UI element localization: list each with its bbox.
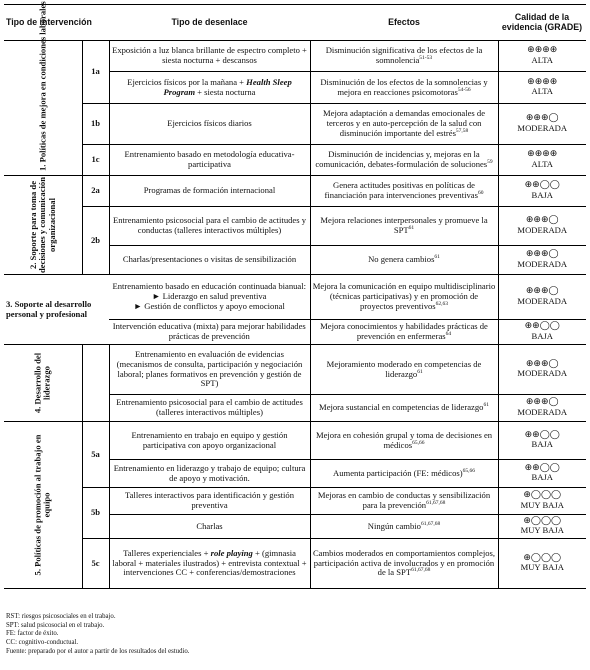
grade-level: MUY BAJA [520,525,564,536]
effect-text: Aumenta participación (FE: médicos) [333,467,463,478]
quality-cell [498,345,586,395]
reference-number: 61 [434,254,440,261]
grade-level: MUY BAJA [520,499,564,510]
grade-level: MODERADA [517,368,568,379]
effect-cell [310,176,498,207]
quality-cell [498,539,586,589]
table-row [4,207,586,246]
quality-cell [498,41,586,72]
effect-cell [310,275,498,320]
evidence-table [4,1,586,589]
outcome-cell: Entrenamiento psicosocial para el cambio de actitudes y conductas (talleres interactivos múltiples) [109,207,310,246]
grade-symbols: ⊕⊕⊕◯ [525,358,559,369]
grade-level: MUY BAJA [520,562,564,573]
reference-number: 54-56 [457,86,471,93]
grade-level: MODERADA [517,224,568,235]
outcome-text: + siesta nocturna [195,86,256,97]
grade-symbols: ⊕⊕⊕⊕ [527,149,558,160]
grade-symbols: ⊕⊕⊕◯ [525,249,559,260]
code-5b: 5b [82,488,109,539]
section-2-label: 2. Soporte para toma de decisiones y comunicación organizacional [27,177,57,273]
outcome-bullet: ► Gestión de conflictos y apoyo emocional [133,300,285,311]
effect-cell [310,422,498,460]
grade-level: MODERADA [517,258,568,269]
outcome-cell [109,275,310,320]
reference-number: 64 [445,331,452,338]
effect-cell [310,246,498,275]
outcome-cell: Charlas [109,515,310,539]
quality-cell [498,460,586,488]
effect-text: Genera actitudes positivas en políticas de financiación para intervenciones preventivas [324,180,478,200]
table-row [4,145,586,176]
outcome-cell: Entrenamiento en liderazgo y trabajo de equipo; cultura de apoyo y motivación. [109,460,310,488]
outcome-cell: Talleres interactivos para identificación y gestión preventiva [109,488,310,515]
outcome-cell [109,539,310,589]
outcome-text: Ejercicios físicos por la mañana + [127,76,247,87]
table-row [4,422,586,460]
grade-symbols: ⊕⊕⊕◯ [525,113,559,124]
reference-number: 65,66 [412,439,425,446]
effect-text: Disminución significativa de los efectos de la somnolencia [325,45,483,65]
effect-text: Mejora sustancial en competencias de liderazgo [319,402,484,413]
table-row [4,275,586,320]
effect-text: Mejoras en cambio de conductas y sensibilización para la prevención [317,490,491,510]
header-outcome-type: Tipo de desenlace [109,5,310,41]
effect-text: Cambios moderados en comportamientos complejos, participación activa de involucrados y en promoción de la SPT [312,547,496,578]
effect-cell [310,207,498,246]
outcome-text: Entrenamiento basado en educación continuada bianual: [112,281,307,292]
section-5-cell [4,422,82,589]
table-row [4,539,586,589]
code-2b: 2b [82,207,109,275]
effect-cell [310,104,498,145]
effect-cell [310,515,498,539]
outcome-cell: Programas de formación internacional [109,176,310,207]
code-5a: 5a [82,422,109,488]
table-row [4,176,586,207]
outcome-text: Talleres experienciales + [123,547,211,558]
effect-cell [310,395,498,422]
outcome-cell: Exposición a luz blanca brillante de espectro completo + siesta nocturna + descansos [109,41,310,72]
grade-level: BAJA [531,439,553,450]
outcome-text: + (gimnasia laboral + materiales ilustrados) + entrevista contextual + intervenciones CC + conferencias/demostraciones [112,547,307,578]
effect-text: Mejora conocimientos y habilidades prácticas de prevención en enfermeras [320,321,488,341]
effect-cell [310,488,498,515]
outcome-cell: Entrenamiento en evaluación de evidencias (mecanismos de consulta, participación y negociación laboral; planes formativos en prevención y gestión de SPT) [109,345,310,395]
grade-level: MODERADA [517,122,568,133]
quality-cell [498,422,586,460]
section-3-label: 3. Soporte al desarrollo personal y profesional [4,275,109,345]
reference-number: 61 [408,225,415,232]
grade-symbols: ⊕⊕◯◯ [524,429,560,440]
note-line: CC: cognitivo-conductual. [6,639,79,647]
effect-cell [310,41,498,72]
outcome-cell: Ejercicios físicos diarios [109,104,310,145]
reference-number: 61,67,68 [420,520,441,527]
table-row [4,345,586,395]
effect-text: Disminución de los efectos de la somnolencias y mejora en reacciones psicomotoras [320,76,488,97]
table-row [4,488,586,515]
grade-symbols: ⊕⊕⊕◯ [525,215,559,226]
quality-cell [498,488,586,515]
code-1b: 1b [82,104,109,145]
grade-level: BAJA [531,472,553,483]
effect-cell [310,460,498,488]
reference-number: 57,58 [455,127,469,134]
reference-number: 60 [477,190,484,197]
note-line: FE: factor de éxito. [6,630,59,638]
section-4-label: 4. Desarrollo del liderazgo [32,352,52,414]
effect-cell [310,72,498,104]
grade-symbols: ⊕⊕⊕◯ [525,397,559,408]
quality-cell [498,104,586,145]
grade-symbols: ⊕◯◯◯ [523,552,562,563]
note-line: RST: riesgos psicosociales en el trabajo. [6,613,116,620]
grade-level: MODERADA [517,406,568,417]
grade-symbols: ⊕⊕⊕◯ [525,286,559,297]
effect-text: Mejora la comunicación en equipo multidisciplinario (técnicas participativas) y en promoción de proyectos preventivos [312,281,496,311]
table-notes [6,613,189,656]
code-5c: 5c [82,539,109,589]
quality-cell [498,275,586,320]
table-row [4,104,586,145]
outcome-cell [109,72,310,104]
effect-cell [310,320,498,345]
quality-cell [498,207,586,246]
outcome-cell: Entrenamiento en trabajo en equipo y gestión participativa con apoyo organizacional [109,422,310,460]
grade-symbols: ⊕⊕⊕⊕ [527,45,558,56]
effect-text: Mejora adaptación a demandas emocionales de terceros y en auto-percepción de la salud con disminución importante del estrés [322,108,486,138]
header-evidence-quality: Calidad de la evidencia (GRADE) [498,5,586,41]
reference-number: 61 [417,368,423,375]
effect-text: Ningún cambio [367,520,421,531]
outcome-cell: Entrenamiento psicosocial para el cambio de actitudes (talleres interactivos múltiples) [109,395,310,422]
quality-cell [498,72,586,104]
quality-cell [498,320,586,345]
code-1a: 1a [82,41,109,104]
table-row [4,41,586,72]
quality-cell [498,246,586,275]
reference-number: 62,63 [435,300,449,307]
section-5-label: 5. Políticas de promoción al trabajo en equipo [32,434,52,576]
effect-cell [310,539,498,589]
grade-symbols: ⊕⊕◯◯ [524,321,560,332]
grade-level: ALTA [531,54,553,65]
grade-symbols: ⊕⊕⊕⊕ [527,76,558,87]
grade-level: MODERADA [517,295,568,306]
outcome-bullet: ► Liderazgo en salud preventiva [152,291,267,302]
outcome-cell: Charlas/presentaciones o visitas de sensibilización [109,246,310,275]
outcome-cell: Intervención educativa (mixta) para mejorar habilidades prácticas de prevención [109,320,310,345]
quality-cell [498,176,586,207]
header-effects: Efectos [310,5,498,41]
reference-number: 61,67,68 [426,500,446,507]
effect-text: Disminución de incidencias y, mejoras en la comunicación, debates-formulación de soluciones [315,149,488,169]
code-2a: 2a [82,176,109,207]
reference-number: 61 [483,402,489,409]
note-line: SPT: salud psicosocial en el trabajo. [6,621,105,629]
grade-level: ALTA [531,86,553,97]
quality-cell [498,395,586,422]
effect-cell [310,345,498,395]
code-1c: 1c [82,145,109,176]
grade-symbols: ⊕⊕◯◯ [524,180,560,191]
header-row [4,5,586,41]
effect-text: Mejora en cohesión grupal y toma de decisiones en médicos [315,429,493,450]
effect-cell [310,145,498,176]
program-name: Health Sleep Program [163,76,292,97]
code-4-empty [82,345,109,422]
grade-symbols: ⊕◯◯◯ [523,490,562,501]
grade-level: BAJA [531,189,553,200]
grade-symbols: ⊕◯◯◯ [523,515,562,526]
effect-text: Mejoramiento moderado en competencias de liderazgo [326,358,482,379]
effect-text: Mejora relaciones interpersonales y promueve la SPT [320,215,488,235]
technique-name: role playing [210,547,253,558]
reference-number: 61,67,68 [411,567,431,574]
section-4-cell [4,345,82,422]
effect-text: No genera cambios [368,254,435,265]
source-line: Fuente: preparado por el autor a partir de los resultados del estudio. [6,647,190,655]
quality-cell [498,515,586,539]
reference-number: 51-53 [419,55,433,62]
section-2-cell [4,176,82,275]
grade-level: ALTA [531,158,553,169]
quality-cell [498,145,586,176]
outcome-cell: Entrenamiento basado en metodología educativa-participativa [109,145,310,176]
header-intervention-type: Tipo de intervención [4,5,109,41]
section-1-label: 1. Políticas de mejora en condiciones laborales [37,1,48,171]
grade-level: BAJA [531,330,553,341]
reference-number: 65,66 [462,467,475,474]
reference-number: 59 [487,159,493,166]
grade-symbols: ⊕⊕◯◯ [524,462,560,473]
